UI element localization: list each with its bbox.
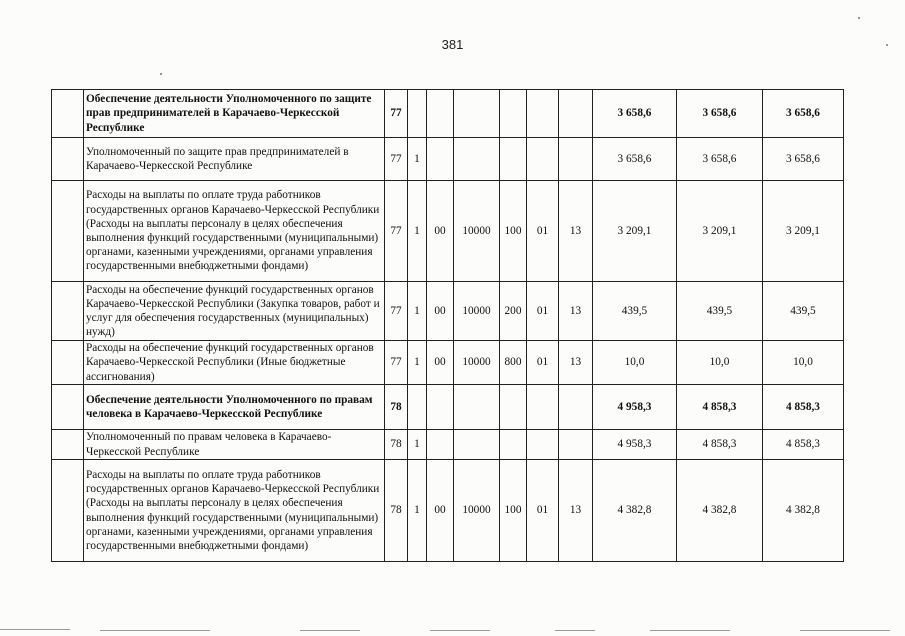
table-row	[52, 90, 844, 138]
code-cell	[500, 90, 527, 138]
code-cell: 77	[385, 282, 408, 341]
budget-table	[51, 89, 844, 562]
code-cell: 00	[427, 181, 454, 282]
code-cell	[559, 138, 593, 181]
code-cell: 10000	[454, 282, 500, 341]
code-cell: 01	[527, 181, 559, 282]
amount-cell: 439,5	[763, 282, 844, 341]
scan-artifact-line	[800, 630, 890, 631]
blank-cell	[52, 341, 84, 385]
blank-cell	[52, 430, 84, 460]
code-cell	[427, 90, 454, 138]
code-cell: 13	[559, 181, 593, 282]
code-cell: 13	[559, 460, 593, 562]
blank-cell	[52, 90, 84, 138]
code-cell: 100	[500, 460, 527, 562]
amount-cell: 4 382,8	[593, 460, 677, 562]
blank-cell	[52, 385, 84, 430]
code-cell	[408, 90, 427, 138]
table-row	[52, 460, 844, 562]
code-cell: 01	[527, 282, 559, 341]
code-cell: 1	[408, 282, 427, 341]
code-cell	[454, 430, 500, 460]
blank-cell	[52, 282, 84, 341]
scan-artifact-line	[555, 630, 595, 631]
scan-artifact-line	[0, 629, 70, 630]
amount-cell: 4 958,3	[593, 385, 677, 430]
code-cell: 78	[385, 430, 408, 460]
amount-cell: 3 658,6	[763, 90, 844, 138]
code-cell: 800	[500, 341, 527, 385]
description-cell: Расходы на обеспечение функций государственных органов Карачаево-Черкесской Республики (Иные бюджетные ассигнования)	[84, 341, 385, 385]
code-cell: 77	[385, 181, 408, 282]
code-cell	[500, 138, 527, 181]
code-cell	[427, 138, 454, 181]
amount-cell: 3 209,1	[763, 181, 844, 282]
amount-cell: 4 858,3	[763, 385, 844, 430]
scan-artifact-line	[650, 630, 730, 631]
scan-speck	[160, 73, 162, 75]
amount-cell: 3 209,1	[677, 181, 763, 282]
code-cell: 01	[527, 341, 559, 385]
amount-cell: 4 858,3	[677, 430, 763, 460]
description-cell: Обеспечение деятельности Уполномоченного по правам человека в Карачаево-Черкесской Республике	[84, 385, 385, 430]
code-cell: 200	[500, 282, 527, 341]
code-cell	[500, 385, 527, 430]
amount-cell: 439,5	[677, 282, 763, 341]
page-number: 381	[441, 37, 464, 52]
scan-speck	[858, 17, 860, 19]
description-cell: Расходы на выплаты по оплате труда работников государственных органов Карачаево-Черкесской Республики (Расходы на выплаты персоналу в целях обеспечения выполнения функций государственными (муниципальными) органами, казенными учреждениями, органами управления государственными внебюджетными фондами)	[84, 181, 385, 282]
amount-cell: 3 209,1	[593, 181, 677, 282]
amount-cell: 4 858,3	[763, 430, 844, 460]
amount-cell: 3 658,6	[593, 90, 677, 138]
description-cell: Обеспечение деятельности Уполномоченного по защите прав предпринимателей в Карачаево-Черкесской Республике	[84, 90, 385, 138]
description-cell: Уполномоченный по правам человека в Карачаево-Черкесской Республике	[84, 430, 385, 460]
description-cell: Уполномоченный по защите прав предпринимателей в Карачаево-Черкесской Республике	[84, 138, 385, 181]
table-row	[52, 138, 844, 181]
table-row	[52, 181, 844, 282]
code-cell	[454, 138, 500, 181]
amount-cell: 4 858,3	[677, 385, 763, 430]
amount-cell: 439,5	[593, 282, 677, 341]
amount-cell: 3 658,6	[677, 90, 763, 138]
code-cell: 77	[385, 341, 408, 385]
code-cell: 10000	[454, 460, 500, 562]
amount-cell: 3 658,6	[763, 138, 844, 181]
code-cell	[454, 90, 500, 138]
code-cell	[559, 430, 593, 460]
code-cell	[527, 138, 559, 181]
code-cell: 10000	[454, 341, 500, 385]
code-cell	[500, 430, 527, 460]
code-cell	[559, 385, 593, 430]
amount-cell: 10,0	[763, 341, 844, 385]
description-cell: Расходы на выплаты по оплате труда работников государственных органов Карачаево-Черкесской Республики (Расходы на выплаты персоналу в целях обеспечения выполнения функций государственными (муниципальными) органами, казенными учреждениями, органами управления государственными внебюджетными фондами)	[84, 460, 385, 562]
code-cell	[527, 90, 559, 138]
code-cell	[527, 430, 559, 460]
blank-cell	[52, 138, 84, 181]
table-row	[52, 282, 844, 341]
code-cell: 77	[385, 138, 408, 181]
code-cell: 78	[385, 385, 408, 430]
code-cell: 77	[385, 90, 408, 138]
code-cell: 100	[500, 181, 527, 282]
code-cell: 1	[408, 181, 427, 282]
amount-cell: 4 382,8	[763, 460, 844, 562]
blank-cell	[52, 181, 84, 282]
table-row	[52, 341, 844, 385]
code-cell: 1	[408, 341, 427, 385]
amount-cell: 4 382,8	[677, 460, 763, 562]
code-cell: 00	[427, 341, 454, 385]
code-cell	[559, 90, 593, 138]
scan-artifact-line	[300, 630, 360, 631]
amount-cell: 4 958,3	[593, 430, 677, 460]
code-cell	[427, 385, 454, 430]
amount-cell: 3 658,6	[593, 138, 677, 181]
blank-cell	[52, 460, 84, 562]
description-cell: Расходы на обеспечение функций государственных органов Карачаево-Черкесской Республики (Закупка товаров, работ и услуг для обеспечения государственных (муниципальных) нужд)	[84, 282, 385, 341]
scan-artifact-line	[100, 630, 210, 631]
code-cell: 1	[408, 138, 427, 181]
code-cell	[408, 385, 427, 430]
code-cell: 13	[559, 341, 593, 385]
code-cell: 13	[559, 282, 593, 341]
code-cell	[527, 385, 559, 430]
amount-cell: 10,0	[677, 341, 763, 385]
code-cell	[427, 430, 454, 460]
code-cell: 00	[427, 282, 454, 341]
code-cell: 01	[527, 460, 559, 562]
table-row	[52, 385, 844, 430]
code-cell: 78	[385, 460, 408, 562]
scan-speck	[886, 44, 888, 46]
code-cell	[454, 385, 500, 430]
code-cell: 1	[408, 430, 427, 460]
scan-artifact-line	[430, 630, 490, 631]
table-body	[52, 90, 844, 562]
code-cell: 00	[427, 460, 454, 562]
code-cell: 1	[408, 460, 427, 562]
amount-cell: 3 658,6	[677, 138, 763, 181]
table-row	[52, 430, 844, 460]
amount-cell: 10,0	[593, 341, 677, 385]
code-cell: 10000	[454, 181, 500, 282]
